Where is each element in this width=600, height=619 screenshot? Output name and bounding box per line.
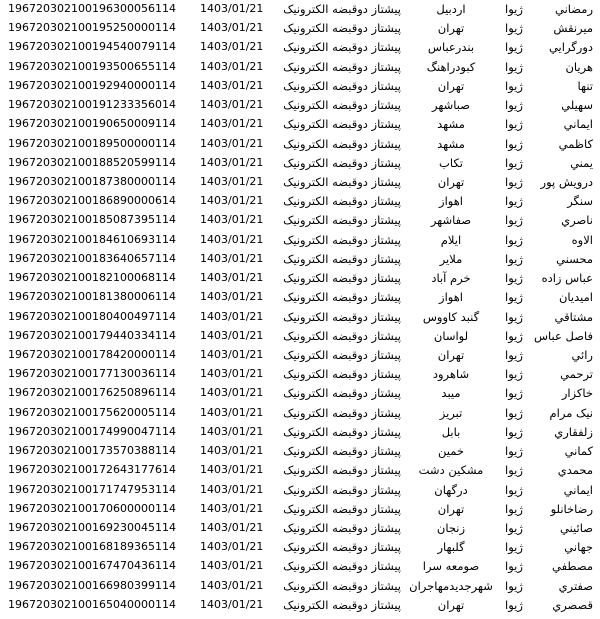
- tracking-number: 196720302100183640657114: [8, 251, 176, 265]
- destination-city: گنبد کاووس: [422, 309, 480, 324]
- recipient-name: کاظمي: [558, 136, 593, 151]
- table-row: [0, 288, 600, 306]
- tracking-number: 196720302100176250896114: [8, 386, 176, 400]
- date-cell: 1403/01/21: [200, 271, 264, 285]
- sender-type: ژيوا: [505, 482, 523, 497]
- service-type: پيشتاز دوقبضه الکترونيک: [283, 213, 401, 228]
- date-cell: 1403/01/21: [200, 251, 264, 265]
- service-type: پيشتاز دوقبضه الکترونيک: [283, 271, 401, 286]
- table-row: [0, 384, 600, 402]
- tracking-number: 196720302100175620005114: [8, 405, 176, 419]
- service-type: پيشتاز دوقبضه الکترونيک: [283, 174, 401, 189]
- sender-type: ژيوا: [505, 520, 523, 535]
- destination-city: مشکين دشت: [418, 463, 484, 478]
- recipient-name: ايماني: [563, 117, 593, 132]
- service-type: پيشتاز دوقبضه الکترونيک: [283, 328, 401, 343]
- table-row: [0, 0, 600, 18]
- date-cell: 1403/01/21: [200, 367, 264, 381]
- sender-type: ژيوا: [505, 40, 523, 55]
- sender-type: ژيوا: [505, 174, 523, 189]
- sender-type: ژيوا: [505, 578, 523, 593]
- date-cell: 1403/01/21: [200, 155, 264, 169]
- service-type: پيشتاز دوقبضه الکترونيک: [283, 309, 401, 324]
- tracking-number: 196720302100191233356014: [8, 98, 176, 112]
- recipient-name: رمضاني: [555, 2, 593, 16]
- sender-type: ژيوا: [505, 347, 523, 362]
- destination-city: اردبيل: [436, 2, 466, 16]
- recipient-name: هريان: [565, 59, 593, 74]
- service-type: پيشتاز دوقبضه الکترونيک: [283, 520, 401, 535]
- destination-city: بابل: [441, 424, 461, 439]
- recipient-name: مصطفي: [552, 559, 593, 574]
- destination-city: شهرجديدمهاجران: [409, 578, 493, 593]
- table-row: [0, 442, 600, 460]
- destination-city: ميبد: [441, 386, 461, 401]
- recipient-name: ميرنقش: [553, 21, 593, 36]
- destination-city: صومعه سرا: [422, 559, 480, 574]
- date-cell: 1403/01/21: [200, 482, 264, 496]
- date-cell: 1403/01/21: [200, 540, 264, 554]
- destination-city: خمين: [438, 444, 464, 459]
- tracking-number: 196720302100168189365114: [8, 540, 176, 554]
- service-type: پيشتاز دوقبضه الکترونيک: [283, 290, 401, 305]
- sender-type: ژيوا: [505, 540, 523, 555]
- tracking-number: 196720302100181380006114: [8, 290, 176, 304]
- service-type: پيشتاز دوقبضه الکترونيک: [283, 367, 401, 382]
- tracking-number: 196720302100196300056114: [8, 2, 176, 15]
- recipient-name: سنگر: [567, 194, 593, 209]
- destination-city: شاهرود: [432, 367, 470, 382]
- sender-type: ژيوا: [505, 290, 523, 305]
- destination-city: ملاير: [439, 251, 463, 266]
- destination-city: مشهد: [437, 117, 465, 132]
- destination-city: کبودراهنگ: [426, 59, 476, 74]
- service-type: پيشتاز دوقبضه الکترونيک: [283, 40, 401, 55]
- recipient-name: فاصل عباس: [533, 328, 593, 343]
- service-type: پيشتاز دوقبضه الکترونيک: [283, 424, 401, 439]
- table-row: [0, 211, 600, 229]
- table-row: [0, 77, 600, 95]
- service-type: پيشتاز دوقبضه الکترونيک: [283, 136, 401, 151]
- sender-type: ژيوا: [505, 501, 523, 516]
- tracking-number: 196720302100187380000114: [8, 174, 176, 188]
- table-row: [0, 461, 600, 479]
- service-type: پيشتاز دوقبضه الکترونيک: [283, 540, 401, 555]
- date-cell: 1403/01/21: [200, 2, 264, 15]
- tracking-number: 196720302100189500000114: [8, 136, 176, 150]
- date-cell: 1403/01/21: [200, 501, 264, 515]
- table-row: [0, 231, 600, 249]
- tracking-number: 196720302100167470436114: [8, 559, 176, 573]
- sender-type: ژيوا: [505, 78, 523, 93]
- sender-type: ژيوا: [505, 136, 523, 151]
- tracking-number: 196720302100174990047114: [8, 424, 176, 438]
- table-row: [0, 58, 600, 76]
- date-cell: 1403/01/21: [200, 386, 264, 400]
- date-cell: 1403/01/21: [200, 424, 264, 438]
- sender-type: ژيوا: [505, 309, 523, 324]
- sender-type: ژيوا: [505, 251, 523, 266]
- service-type: پيشتاز دوقبضه الکترونيک: [283, 155, 401, 170]
- date-cell: 1403/01/21: [200, 174, 264, 188]
- sender-type: ژيوا: [505, 2, 523, 16]
- table-row: [0, 365, 600, 383]
- destination-city: تهران: [437, 21, 465, 36]
- service-type: پيشتاز دوقبضه الکترونيک: [283, 232, 401, 247]
- date-cell: 1403/01/21: [200, 21, 264, 35]
- service-type: پيشتاز دوقبضه الکترونيک: [283, 597, 401, 612]
- destination-city: گلبهار: [437, 540, 465, 555]
- date-cell: 1403/01/21: [200, 578, 264, 592]
- destination-city: تبريز: [439, 405, 463, 420]
- destination-city: مشهد: [437, 136, 465, 151]
- recipient-name: الاوه: [571, 232, 593, 247]
- recipient-name: صفتري: [558, 578, 593, 593]
- recipient-name: رضاخانلو: [550, 501, 593, 516]
- destination-city: ايلام: [440, 232, 462, 247]
- table-row: [0, 327, 600, 345]
- recipient-name: جهاني: [564, 540, 593, 555]
- destination-city: صباشهر: [431, 98, 471, 113]
- date-cell: 1403/01/21: [200, 78, 264, 92]
- destination-city: لواسان: [433, 328, 469, 343]
- date-cell: 1403/01/21: [200, 232, 264, 246]
- recipient-name: صائيني: [560, 520, 593, 535]
- sender-type: ژيوا: [505, 155, 523, 170]
- sender-type: ژيوا: [505, 59, 523, 74]
- tracking-number: 196720302100169230045114: [8, 520, 176, 534]
- tracking-number: 196720302100184610693114: [8, 232, 176, 246]
- destination-city: تهران: [437, 78, 465, 93]
- table-row: [0, 538, 600, 556]
- tracking-number: 196720302100178420000114: [8, 347, 176, 361]
- service-type: پيشتاز دوقبضه الکترونيک: [283, 98, 401, 113]
- table-row: [0, 19, 600, 37]
- table-row: [0, 557, 600, 575]
- date-cell: 1403/01/21: [200, 520, 264, 534]
- service-type: پيشتاز دوقبضه الکترونيک: [283, 78, 401, 93]
- service-type: پيشتاز دوقبضه الکترونيک: [283, 405, 401, 420]
- recipient-name: درويش پور: [540, 174, 593, 189]
- destination-city: خرم آباد: [431, 271, 471, 286]
- destination-city: بندرعباس: [427, 40, 475, 55]
- table-row: [0, 596, 600, 614]
- tracking-number: 196720302100179440334114: [8, 328, 176, 342]
- tracking-number: 196720302100177130036114: [8, 367, 176, 381]
- service-type: پيشتاز دوقبضه الکترونيک: [283, 59, 401, 74]
- recipient-name: زلفقاري: [554, 424, 593, 439]
- tracking-number: 196720302100172643177614: [8, 463, 176, 477]
- recipient-name: ناصري: [561, 213, 593, 228]
- destination-city: اهواز: [439, 194, 463, 209]
- table-row: [0, 500, 600, 518]
- tracking-number: 196720302100186890000614: [8, 194, 176, 208]
- date-cell: 1403/01/21: [200, 405, 264, 419]
- table-row: [0, 519, 600, 537]
- date-cell: 1403/01/21: [200, 136, 264, 150]
- table-row: [0, 577, 600, 595]
- date-cell: 1403/01/21: [200, 463, 264, 477]
- date-cell: 1403/01/21: [200, 98, 264, 112]
- destination-city: صفاشهر: [430, 213, 472, 228]
- sender-type: ژيوا: [505, 232, 523, 247]
- date-cell: 1403/01/21: [200, 213, 264, 227]
- tracking-number: 196720302100192940000114: [8, 78, 176, 92]
- table-row: [0, 96, 600, 114]
- tracking-number: 196720302100166980399114: [8, 578, 176, 592]
- date-cell: 1403/01/21: [200, 59, 264, 73]
- tracking-number: 196720302100193500655114: [8, 59, 176, 73]
- destination-city: درگهان: [434, 482, 468, 497]
- destination-city: تهران: [437, 347, 465, 362]
- recipient-name: قصصري: [552, 597, 593, 612]
- date-cell: 1403/01/21: [200, 347, 264, 361]
- tracking-number: 196720302100173570388114: [8, 444, 176, 458]
- sender-type: ژيوا: [505, 21, 523, 36]
- date-cell: 1403/01/21: [200, 40, 264, 54]
- destination-city: اهواز: [439, 290, 463, 305]
- service-type: پيشتاز دوقبضه الکترونيک: [283, 2, 401, 16]
- tracking-number: 196720302100185087395114: [8, 213, 176, 227]
- tracking-number: 196720302100188520599114: [8, 155, 176, 169]
- sender-type: ژيوا: [505, 463, 523, 478]
- table-row: [0, 481, 600, 499]
- date-cell: 1403/01/21: [200, 309, 264, 323]
- tracking-number: 196720302100171747953114: [8, 482, 176, 496]
- date-cell: 1403/01/21: [200, 559, 264, 573]
- recipient-name: خاکزار: [561, 386, 593, 401]
- table-row: [0, 38, 600, 56]
- service-type: پيشتاز دوقبضه الکترونيک: [283, 482, 401, 497]
- tracking-number: 196720302100182100068114: [8, 271, 176, 285]
- table-row: [0, 269, 600, 287]
- recipient-name: مشتاقي: [554, 309, 593, 324]
- service-type: پيشتاز دوقبضه الکترونيک: [283, 117, 401, 132]
- service-type: پيشتاز دوقبضه الکترونيک: [283, 578, 401, 593]
- service-type: پيشتاز دوقبضه الکترونيک: [283, 21, 401, 36]
- table-row: [0, 250, 600, 268]
- sender-type: ژيوا: [505, 559, 523, 574]
- sender-type: ژيوا: [505, 98, 523, 113]
- service-type: پيشتاز دوقبضه الکترونيک: [283, 463, 401, 478]
- recipient-name: دورگرايي: [548, 40, 593, 55]
- table-row: [0, 404, 600, 422]
- recipient-name: عباس زاده: [541, 271, 593, 286]
- table-row: [0, 173, 600, 191]
- service-type: پيشتاز دوقبضه الکترونيک: [283, 386, 401, 401]
- date-cell: 1403/01/21: [200, 290, 264, 304]
- table-row: [0, 135, 600, 153]
- tracking-number: 196720302100170600000114: [8, 501, 176, 515]
- service-type: پيشتاز دوقبضه الکترونيک: [283, 501, 401, 516]
- recipient-name: کماني: [564, 444, 593, 459]
- date-cell: 1403/01/21: [200, 117, 264, 131]
- table-row: [0, 192, 600, 210]
- date-cell: 1403/01/21: [200, 597, 264, 611]
- table-row: [0, 308, 600, 326]
- table-row: [0, 115, 600, 133]
- destination-city: تهران: [437, 501, 465, 516]
- sender-type: ژيوا: [505, 597, 523, 612]
- destination-city: تکاب: [439, 155, 463, 170]
- destination-city: تهران: [437, 597, 465, 612]
- sender-type: ژيوا: [505, 271, 523, 286]
- service-type: پيشتاز دوقبضه الکترونيک: [283, 347, 401, 362]
- recipient-name: محمدي: [557, 463, 593, 478]
- recipient-name: تنها: [577, 78, 593, 93]
- date-cell: 1403/01/21: [200, 444, 264, 458]
- sender-type: ژيوا: [505, 424, 523, 439]
- service-type: پيشتاز دوقبضه الکترونيک: [283, 194, 401, 209]
- sender-type: ژيوا: [505, 194, 523, 209]
- table-row: [0, 154, 600, 172]
- service-type: پيشتاز دوقبضه الکترونيک: [283, 444, 401, 459]
- sender-type: ژيوا: [505, 117, 523, 132]
- sender-type: ژيوا: [505, 328, 523, 343]
- recipient-name: ايماني: [563, 482, 593, 497]
- table-row: [0, 346, 600, 364]
- recipient-name: محسني: [556, 251, 593, 266]
- sender-type: ژيوا: [505, 405, 523, 420]
- service-type: پيشتاز دوقبضه الکترونيک: [283, 559, 401, 574]
- recipient-name: نيک مرام: [549, 405, 593, 420]
- date-cell: 1403/01/21: [200, 194, 264, 208]
- tracking-number: 196720302100180400497114: [8, 309, 176, 323]
- sender-type: ژيوا: [505, 213, 523, 228]
- recipient-name: يمني: [570, 155, 593, 170]
- tracking-number: 196720302100165040000114: [8, 597, 176, 611]
- date-cell: 1403/01/21: [200, 328, 264, 342]
- recipient-name: رائي: [571, 347, 593, 362]
- recipient-name: اميديان: [558, 290, 593, 305]
- tracking-number: 196720302100190650009114: [8, 117, 176, 131]
- tracking-number: 196720302100194540079114: [8, 40, 176, 54]
- destination-city: زنجان: [436, 520, 466, 535]
- service-type: پيشتاز دوقبضه الکترونيک: [283, 251, 401, 266]
- recipient-name: ترحمي: [560, 367, 593, 382]
- sender-type: ژيوا: [505, 444, 523, 459]
- table-row: [0, 423, 600, 441]
- recipient-name: سهيلي: [561, 98, 593, 113]
- tracking-number: 196720302100195250000114: [8, 21, 176, 35]
- destination-city: تهران: [437, 174, 465, 189]
- sender-type: ژيوا: [505, 367, 523, 382]
- sender-type: ژيوا: [505, 386, 523, 401]
